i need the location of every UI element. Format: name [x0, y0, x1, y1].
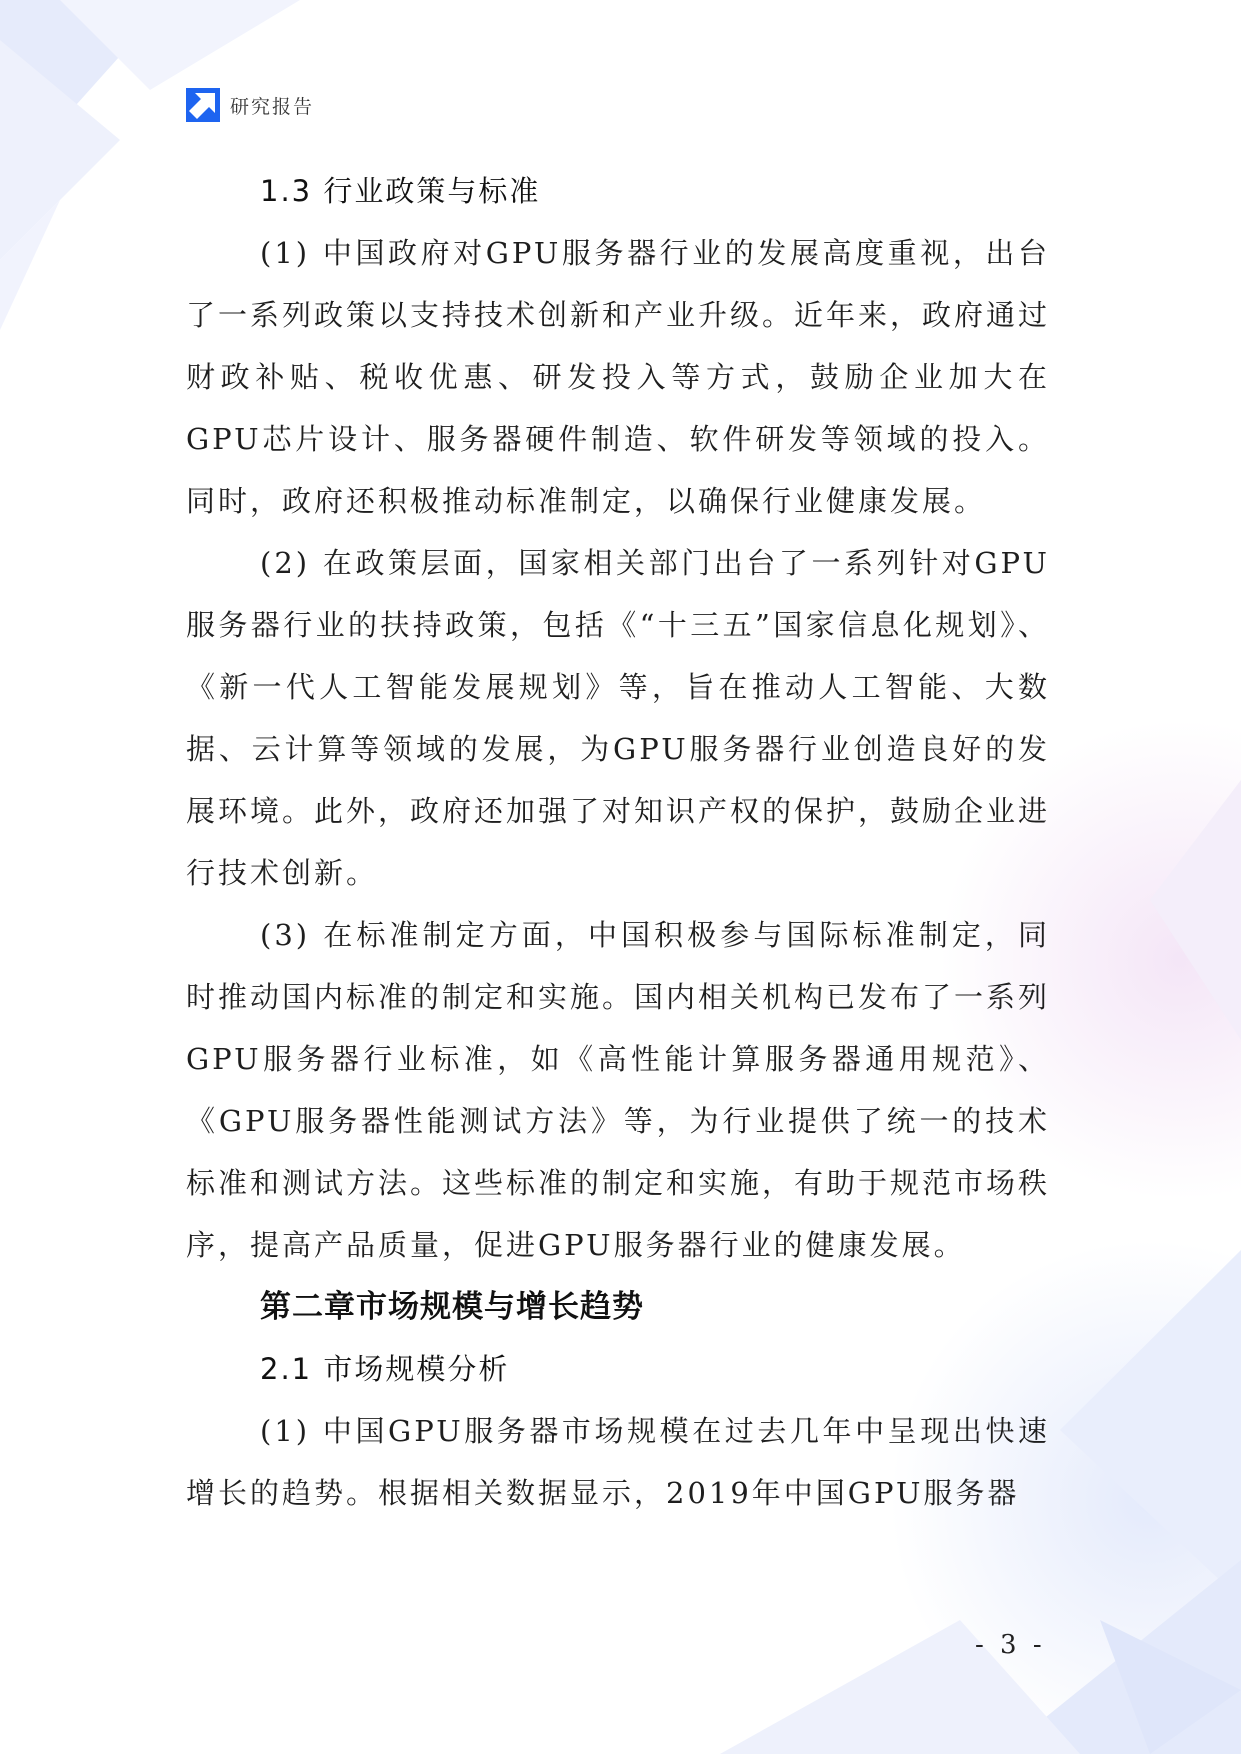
section-heading-2-1: 2.1 市场规模分析	[260, 1352, 510, 1386]
report-header	[186, 88, 314, 122]
paragraph: (1) 中国政府对GPU服务器行业的发展高度重视，出台了一系列政策以支持技术创新和产业升级。近年来，政府通过财政补贴、税收优惠、研发投入等方式，鼓励企业加大在GPU芯片设计、服务器硬件制造、软件研发等领域的投入。同时，政府还积极推动标准制定，以确保行业健康发展。	[186, 236, 1051, 518]
arrow-up-right-icon	[186, 88, 220, 122]
chapter-heading-2: 第二章市场规模与增长趋势	[260, 1289, 644, 1325]
paragraph: (3) 在标准制定方面，中国积极参与国际标准制定，同时推动国内标准的制定和实施。国内相关机构已发布了一系列GPU服务器行业标准，如《高性能计算服务器通用规范》、《GPU服务器性能测试方法》等，为行业提供了统一的技术标准和测试方法。这些标准的制定和实施，有助于规范市场秩序，提高产品质量，促进GPU服务器行业的健康发展。	[186, 918, 1051, 1262]
paragraph: (1) 中国GPU服务器市场规模在过去几年中呈现出快速增长的趋势。根据相关数据显示，2019年中国GPU服务器	[186, 1414, 1050, 1510]
header-title: 研究报告	[230, 95, 315, 118]
section-heading-1-3: 1.3 行业政策与标准	[260, 174, 541, 208]
page-number: - 3 -	[975, 1630, 1046, 1660]
document-body	[186, 160, 1050, 1524]
paragraph: (2) 在政策层面，国家相关部门出台了一系列针对GPU服务器行业的扶持政策，包括《“十三五”国家信息化规划》、《新一代人工智能发展规划》等，旨在推动人工智能、大数据、云计算等领域的发展，为GPU服务器行业创造良好的发展环境。此外，政府还加强了对知识产权的保护，鼓励企业进行技术创新。	[186, 546, 1051, 890]
